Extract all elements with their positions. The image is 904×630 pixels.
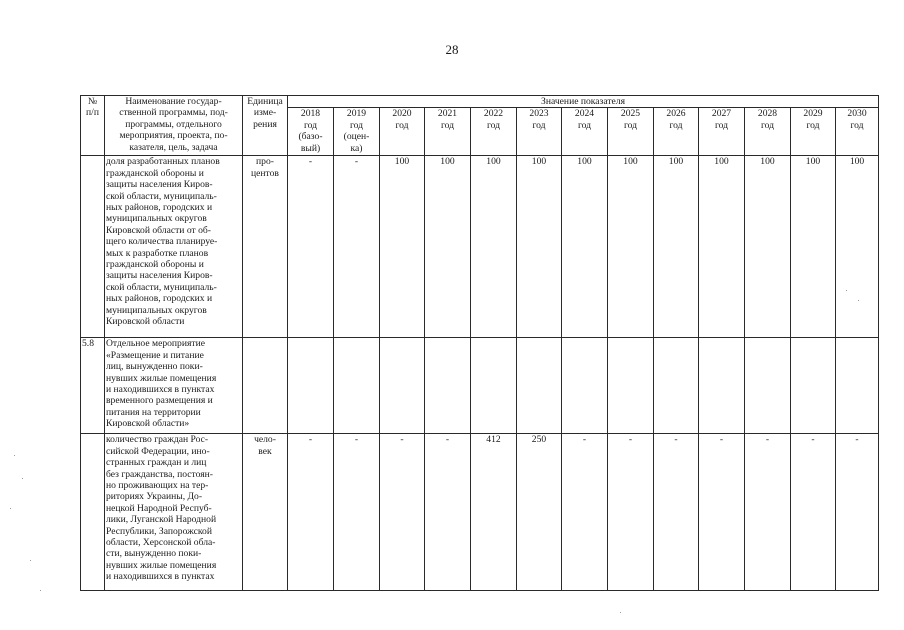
indicator-name-line: защиты населения Киров-: [106, 270, 213, 282]
value-cell-2020: [380, 338, 425, 434]
row-number: 5.8: [81, 338, 105, 434]
value-cell-2023: 100: [517, 156, 562, 338]
indicator-name-line: нувших жилые помещения: [106, 372, 217, 384]
scan-speck: [30, 560, 31, 561]
unit-line: век: [258, 445, 272, 457]
indicator-name-line: Отдельное мероприятие: [106, 338, 205, 350]
header-name-cell: [105, 96, 243, 156]
indicator-name-line: ных районов, городских и: [106, 202, 213, 214]
scan-speck: [10, 508, 11, 509]
value-cell-2026: 100: [654, 156, 699, 338]
unit-cell: [243, 156, 288, 338]
scan-speck: [620, 612, 621, 613]
indicator-name-line: количество граждан Рос-: [106, 434, 209, 446]
value-cell-2028: [745, 338, 791, 434]
unit-line: чело-: [254, 434, 276, 446]
header-year-line: 2018: [300, 108, 321, 120]
indicator-name-line: доля разработанных планов: [106, 156, 220, 168]
header-year-line: 2019: [346, 108, 367, 120]
header-year-2020: [380, 108, 425, 156]
header-year-2023: [517, 108, 562, 156]
indicator-name-line: щего количества планируе-: [106, 236, 218, 248]
value-cell-2019: [334, 338, 380, 434]
unit-cell: [243, 434, 288, 591]
header-year-line: год: [577, 119, 592, 131]
value-cell-2028: -: [745, 434, 791, 591]
value-cell-2018: -: [288, 156, 334, 338]
header-year-line: год: [349, 119, 364, 131]
header-unit-line: Единица: [247, 96, 283, 107]
indicator-name-line: нувших жилые помещения: [106, 559, 217, 571]
header-unit-cell: [243, 96, 288, 156]
unit-line: про-: [256, 156, 274, 168]
indicator-name-line: области, Херсонской обла-: [106, 537, 216, 549]
header-year-line: год: [623, 119, 638, 131]
header-year-line: (базо-: [298, 131, 323, 143]
value-cell-2030: [836, 338, 879, 434]
table-row: [81, 338, 879, 434]
indicator-name-line: защиты населения Киров-: [106, 179, 213, 191]
header-year-2024: [562, 108, 608, 156]
header-unit-line: изме-: [253, 107, 277, 119]
indicator-name-line: Кировской области от об-: [106, 224, 211, 236]
header-year-2021: [425, 108, 471, 156]
header-year-line: год: [850, 119, 864, 131]
header-year-line: 2026: [666, 108, 686, 120]
indicator-name-line: риториях Украины, До-: [106, 491, 203, 503]
header-year-line: год: [440, 119, 455, 131]
header-year-2028: [745, 108, 791, 156]
indicator-name-line: лики, Луганской Народной: [106, 514, 217, 526]
indicator-name: [105, 434, 243, 591]
header-number-label: п/п: [86, 107, 99, 119]
indicator-name-line: временного размещения и: [106, 395, 213, 407]
indicator-name-line: Республики, Запорожской: [106, 525, 212, 537]
header-year-line: 2022: [483, 108, 504, 120]
header-year-line: год: [486, 119, 501, 131]
value-cell-2028: 100: [745, 156, 791, 338]
indicator-name: [105, 156, 243, 338]
scan-speck: [40, 590, 41, 591]
value-cell-2019: -: [334, 434, 380, 591]
indicator-name: [105, 338, 243, 434]
value-cell-2022: 100: [471, 156, 517, 338]
value-cell-2029: [791, 338, 836, 434]
indicators-table: [80, 95, 879, 591]
value-cell-2024: [562, 338, 608, 434]
header-values-group: Значение показателя: [288, 96, 879, 108]
indicator-name-line: странных граждан и лиц: [106, 457, 207, 469]
indicator-name-line: ской области, муниципаль-: [106, 281, 217, 293]
value-cell-2018: -: [288, 434, 334, 591]
indicator-name-line: сийской Федерации, ино-: [106, 445, 210, 457]
header-year-line: вый): [300, 142, 321, 154]
indicator-name-line: гражданской обороны и: [106, 167, 204, 179]
header-unit-line: рения: [253, 118, 277, 130]
value-cell-2029: 100: [791, 156, 836, 338]
indicator-name-line: сти, вынужденно поки-: [106, 548, 202, 560]
header-year-line: 2023: [529, 108, 549, 120]
value-cell-2024: 100: [562, 156, 608, 338]
header-year-line: 2027: [711, 108, 732, 120]
header-name-line: Наименование государ-: [125, 96, 222, 107]
scan-speck: [858, 300, 859, 301]
value-cell-2022: 412: [471, 434, 517, 591]
scan-speck: [22, 478, 23, 479]
value-cell-2024: -: [562, 434, 608, 591]
value-cell-2026: [654, 338, 699, 434]
header-year-2027: [699, 108, 745, 156]
header-year-line: ка): [350, 142, 363, 154]
header-year-line: год: [760, 119, 775, 131]
indicator-name-line: питания на территории: [106, 406, 201, 418]
row-number: [81, 434, 105, 591]
unit-line: центов: [251, 167, 279, 179]
value-cell-2027: 100: [699, 156, 745, 338]
value-cell-2029: -: [791, 434, 836, 591]
value-cell-2020: 100: [380, 156, 425, 338]
header-year-line: 2028: [757, 108, 778, 120]
value-cell-2026: -: [654, 434, 699, 591]
header-name-line: мероприятия, проекта, по-: [119, 130, 228, 142]
scan-speck: [14, 455, 15, 456]
header-year-line: 2021: [437, 108, 458, 120]
value-cell-2020: -: [380, 434, 425, 591]
value-cell-2019: -: [334, 156, 380, 338]
header-number-label: №: [87, 96, 98, 107]
indicator-name-line: нецкой Народной Респуб-: [106, 502, 212, 514]
header-year-2030: [836, 108, 879, 156]
page-number: 28: [445, 42, 459, 57]
indicator-name-line: муниципальных округов: [106, 304, 207, 316]
indicator-name-line: гражданской обороны и: [106, 259, 204, 271]
value-cell-2027: [699, 338, 745, 434]
value-cell-2021: [425, 338, 471, 434]
value-cell-2022: [471, 338, 517, 434]
value-cell-2025: -: [608, 434, 654, 591]
header-year-line: год: [395, 119, 409, 131]
value-cell-2021: 100: [425, 156, 471, 338]
indicator-name-line: ской области, муниципаль-: [106, 190, 217, 202]
indicator-name-line: но проживающих на тер-: [106, 480, 209, 492]
indicator-name-line: ных районов, городских и: [106, 293, 213, 305]
header-year-line: год: [532, 119, 546, 131]
indicator-name-line: муниципальных округов: [106, 213, 207, 225]
header-year-line: 2020: [392, 108, 412, 120]
table-row: [81, 434, 879, 591]
value-cell-2030: 100: [836, 156, 879, 338]
header-year-2022: [471, 108, 517, 156]
indicator-name-line: Кировской области»: [106, 418, 190, 430]
header-year-2019: [334, 108, 380, 156]
value-cell-2023: [517, 338, 562, 434]
value-cell-2018: [288, 338, 334, 434]
header-year-line: 2025: [620, 108, 641, 120]
header-name-line: казателя, цель, задача: [129, 141, 218, 153]
indicator-name-line: Кировской области: [106, 316, 185, 328]
indicator-name-line: лиц, вынужденно поки-: [106, 361, 203, 373]
header-year-line: 2024: [574, 108, 595, 120]
header-year-line: год: [303, 119, 318, 131]
header-year-2026: [654, 108, 699, 156]
indicator-name-line: мых к разработке планов: [106, 247, 209, 259]
header-year-line: 2029: [803, 108, 823, 120]
value-cell-2025: 100: [608, 156, 654, 338]
value-cell-2025: [608, 338, 654, 434]
value-cell-2027: -: [699, 434, 745, 591]
header-year-line: 2030: [847, 108, 867, 120]
value-cell-2021: -: [425, 434, 471, 591]
table-row: [81, 156, 879, 338]
header-year-line: год: [806, 119, 820, 131]
header-year-2018: [288, 108, 334, 156]
header-name-line: ственной программы, под-: [119, 107, 228, 119]
header-year-line: (оцен-: [343, 131, 370, 143]
header-name-line: программы, отдельного: [125, 118, 222, 130]
header-year-2029: [791, 108, 836, 156]
header-year-2025: [608, 108, 654, 156]
indicator-name-line: без гражданства, постоян-: [106, 468, 213, 480]
unit-cell: [243, 338, 288, 434]
indicator-name-line: «Размещение и питание: [106, 349, 204, 361]
row-number: [81, 156, 105, 338]
header-year-line: год: [714, 119, 729, 131]
header-year-line: год: [669, 119, 683, 131]
indicator-name-line: и находившихся в пунктах: [106, 571, 215, 583]
value-cell-2030: -: [836, 434, 879, 591]
indicator-name-line: и находившихся в пунктах: [106, 384, 215, 396]
scan-speck: [846, 290, 847, 291]
value-cell-2023: 250: [517, 434, 562, 591]
header-number-cell: [81, 96, 105, 156]
